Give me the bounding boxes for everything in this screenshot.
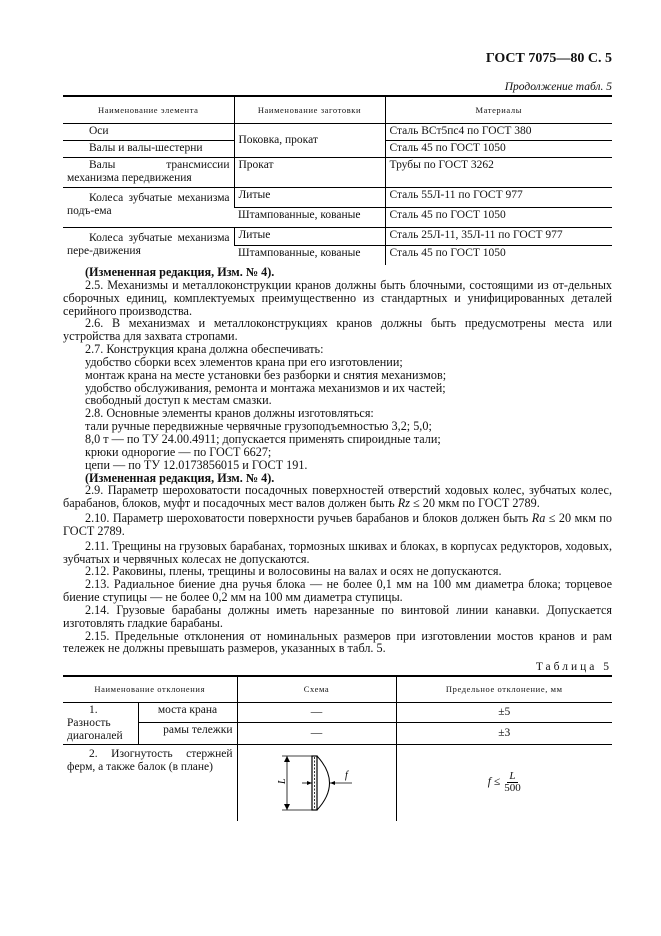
materials-table	[63, 95, 612, 265]
cell-material: Сталь 55Л-11 по ГОСТ 977	[385, 188, 612, 208]
formula-lhs: f ≤	[487, 776, 501, 789]
paragraph: 2.13. Радиальное биение дна ручья блока — не более 0,1 мм на 100 мм диаметра блока; торцевое биение ступицы — не более 0,2 мм на 100 мм диаметра ступицы.	[63, 577, 612, 605]
cell-material: Сталь 45 по ГОСТ 1050	[385, 208, 612, 228]
cell-blank: Прокат	[234, 158, 385, 188]
table-caption: Таблица 5	[535, 661, 612, 673]
cell-value: ±5	[396, 703, 612, 723]
cell-blank: Поковка, прокат	[234, 124, 385, 158]
paragraph: 2.12. Раковины, плены, трещины и волосовины на валах и осях не допускаются.	[85, 564, 502, 579]
table-row	[63, 158, 612, 188]
cell-blank: Литые	[234, 228, 385, 246]
table-row	[63, 228, 612, 246]
table-row	[63, 124, 612, 141]
cell-subname: моста крана	[138, 703, 237, 723]
table-header-row	[63, 676, 612, 703]
cell-element: Колеса зубчатые механизма пере-движения	[67, 232, 230, 257]
label-L: L	[276, 778, 288, 784]
text: ≤ 20 мкм по ГОСТ 2789.	[63, 511, 612, 538]
list-item: удобство обслуживания, ремонта и монтажа механизмов и их частей;	[85, 380, 446, 395]
column-header: Наименование элемента	[63, 96, 234, 124]
paragraph: 2.5. Механизмы и металлоконструкции кранов должны быть блочными, состоящими из от-дельных сборочных единиц, комплектуемых преимущественно из стандартных и унифицированных деталей серийного производства.	[63, 277, 612, 318]
cell-element: Валы трансмиссии механизма передвижения	[63, 158, 234, 188]
cell-material: Сталь 45 по ГОСТ 1050	[385, 246, 612, 265]
cell-scheme: —	[237, 723, 396, 745]
paragraph: 2.15. Предельные отклонения от номинальных размеров при изготовлении мостов кранов и рам тележек не должны превышать размеров, указанных в табл. 5.	[63, 628, 612, 656]
denominator: 500	[504, 782, 521, 795]
cell-blank: Литые	[234, 188, 385, 208]
formula	[488, 771, 521, 794]
cell-scheme	[237, 745, 396, 821]
cell-scheme: —	[237, 703, 396, 723]
column-header: Наименование отклонения	[63, 676, 237, 703]
text: 2.10. Параметр шероховатости поверхности ручьев барабанов и блоков должен быть	[85, 511, 532, 526]
table-continuation-caption: Продолжение табл. 5	[504, 81, 612, 93]
symbol: Rz	[397, 496, 410, 511]
column-header: Предельное отклонение, мм	[396, 676, 612, 703]
numerator: L	[509, 770, 516, 783]
column-header: Материалы	[385, 96, 612, 124]
cell-subname: рамы тележки	[138, 723, 237, 745]
cell-material: Сталь 45 по ГОСТ 1050	[385, 141, 612, 158]
cell-element: Валы и валы-шестерни	[63, 141, 234, 158]
cell-material: Трубы по ГОСТ 3262	[385, 158, 612, 188]
paragraph: 2.6. В механизмах и металлоконструкциях кранов должны быть предусмотрены места или устройства для захвата стропами.	[63, 316, 612, 344]
document-body	[63, 266, 612, 655]
list-item: свободный доступ к местам смазки.	[85, 393, 272, 408]
list-item: монтаж крана на месте установки без разборки и снятия механизмов;	[85, 367, 447, 382]
paragraph: 2.8. Основные элементы кранов должны изготовляться:	[85, 406, 374, 421]
page-header: ГОСТ 7075—80 С. 5	[485, 51, 612, 66]
list-item: тали ручные передвижные червячные грузоподъемностью 3,2; 5,0;	[85, 419, 432, 434]
cell-material: Сталь 25Л-11, 35Л-11 по ГОСТ 977	[385, 228, 612, 246]
paragraph: 2.14. Грузовые барабаны должны иметь нарезанные по винтовой линии канавки. Допускается изготовлять гладкие барабаны.	[63, 602, 612, 630]
table-row	[63, 703, 612, 723]
revision-note: (Измененная редакция, Изм. № 4).	[85, 265, 275, 279]
table-row	[63, 745, 612, 821]
list-item: цепи — по ТУ 12.0173856015 и ГОСТ 191.	[85, 457, 308, 472]
list-item: удобство сборки всех элементов крана при его изготовлении;	[85, 354, 403, 369]
text: ≤ 20 мкм по ГОСТ 2789.	[409, 496, 540, 511]
cell-name: 2. Изогнутость стержней ферм, а также балок (в плане)	[67, 748, 233, 773]
fraction	[504, 771, 521, 794]
paragraph: 2.7. Конструкция крана должна обеспечивать:	[85, 342, 324, 357]
cell-name: 1. Разность диагоналей	[63, 703, 138, 745]
cell-element: Оси	[63, 124, 234, 141]
column-header: Наименование заготовки	[234, 96, 385, 124]
label-f: f	[344, 769, 348, 781]
cell-blank: Штампованные, кованые	[238, 247, 361, 259]
paragraph: 2.11. Трещины на грузовых барабанах, тормозных шкивах и блоках, в корпусах редукторов, ходовых, зубчатых и червячных колесах не допускаются.	[63, 538, 612, 566]
column-header: Схема	[237, 676, 396, 703]
list-item: 8,0 т — по ТУ 24.00.4911; допускается применять спироидные тали;	[85, 431, 441, 446]
list-item: крюки однорогие — по ГОСТ 6627;	[85, 444, 272, 459]
cell-blank: Штампованные, кованые	[234, 208, 385, 228]
paragraph	[63, 484, 612, 510]
cell-value	[396, 745, 612, 821]
paragraph	[63, 512, 612, 538]
beam-bend-diagram	[242, 748, 392, 818]
table-row	[63, 188, 612, 208]
symbol: Ra	[531, 511, 546, 526]
text: 2.9. Параметр шероховатости посадочных поверхностей отверстий ходовых колес, зубчатых колес, барабанов, блоков, муфт и посадочных мест валов должен быть	[63, 483, 612, 511]
cell-element: Колеса зубчатые механизма подъ-ема	[63, 188, 234, 228]
table-row	[63, 723, 612, 745]
table-header-row	[63, 96, 612, 124]
deviations-table	[63, 675, 612, 821]
cell-value: ±3	[396, 723, 612, 745]
revision-note: (Измененная редакция, Изм. № 4).	[85, 470, 275, 485]
cell-material: Сталь ВСт5пс4 по ГОСТ 380	[385, 124, 612, 141]
